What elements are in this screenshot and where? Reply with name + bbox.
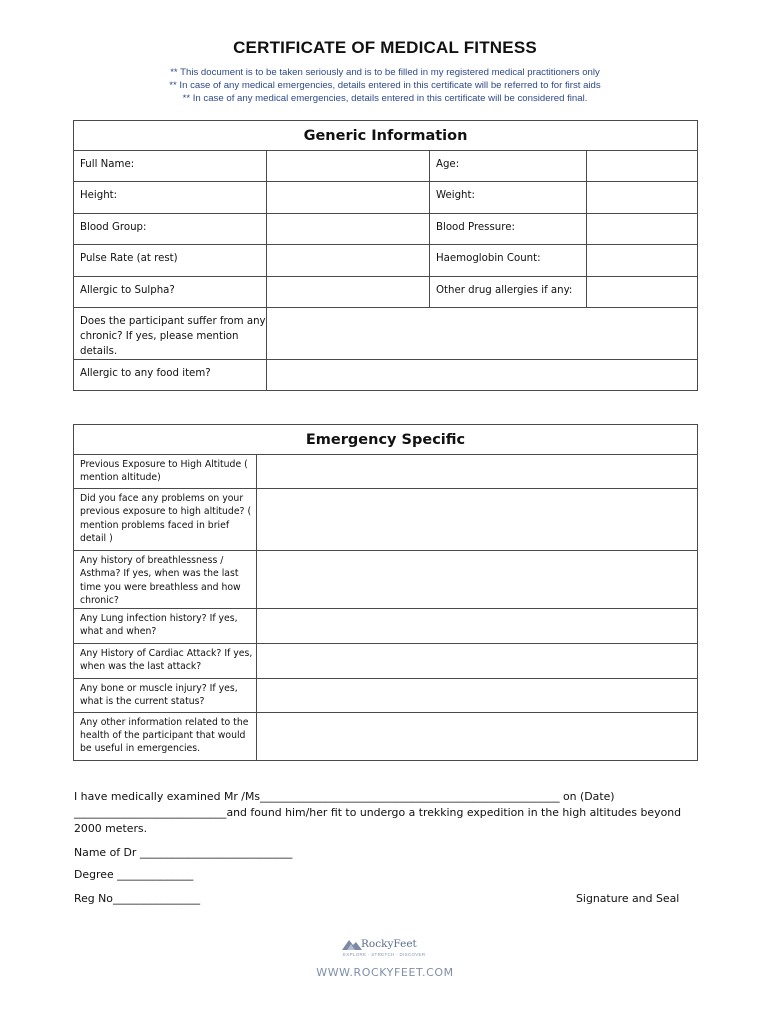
document-title: CERTIFICATE OF MEDICAL FITNESS — [233, 38, 537, 57]
reg-no-line: Reg No________________ — [74, 892, 201, 905]
declaration-line-3: 2000 meters. — [74, 822, 148, 835]
lung-infection-label: Any Lung infection history? If yes, what and when? — [74, 608, 257, 643]
other-drug-allergies-label: Other drug allergies if any: — [430, 277, 587, 308]
note-line-1: ** This document is to be taken seriously and is to be filled in my registered medical practitioners only — [170, 67, 600, 78]
generic-information-table — [73, 120, 698, 391]
logo-tagline: EXPLORE · STRETCH · DISCOVER — [343, 952, 426, 957]
height-field[interactable] — [267, 182, 430, 214]
website-link[interactable]: WWW.ROCKYFEET.COM — [316, 966, 454, 979]
other-information-field[interactable] — [257, 712, 698, 760]
age-field[interactable] — [587, 151, 698, 182]
declaration-line-2: ____________________________and found him/her fit to undergo a trekking expedition in the high altitudes beyond — [74, 806, 682, 819]
altitude-problems-label: Did you face any problems on your previous exposure to high altitude? ( mention problems faced in brief detail ) — [74, 489, 257, 551]
emergency-specific-heading: Emergency Specific — [74, 425, 698, 455]
weight-label: Weight: — [430, 182, 587, 214]
chronic-condition-label: Does the participant suffer from any chronic? If yes, please mention details. — [74, 308, 267, 360]
declaration-line-1: I have medically examined Mr /Ms_______________________________________________________ on (Date) — [74, 790, 615, 803]
allergic-sulpha-label: Allergic to Sulpha? — [74, 277, 267, 308]
bone-muscle-injury-label: Any bone or muscle injury? If yes, what is the current status? — [74, 678, 257, 712]
other-drug-allergies-field[interactable] — [587, 277, 698, 308]
allergic-sulpha-field[interactable] — [267, 277, 430, 308]
age-label: Age: — [430, 151, 587, 182]
blood-pressure-label: Blood Pressure: — [430, 214, 587, 245]
emergency-specific-table — [73, 424, 698, 761]
blood-group-field[interactable] — [267, 214, 430, 245]
cardiac-attack-label: Any History of Cardiac Attack? If yes, when was the last attack? — [74, 643, 257, 678]
mountain-logo-icon — [342, 937, 362, 951]
pulse-rate-field[interactable] — [267, 245, 430, 277]
degree-line: Degree ______________ — [74, 868, 194, 881]
breathlessness-history-field[interactable] — [257, 551, 698, 609]
high-altitude-exposure-label: Previous Exposure to High Altitude ( mention altitude) — [74, 455, 257, 489]
other-information-label: Any other information related to the health of the participant that would be useful in emergencies. — [74, 712, 257, 760]
note-line-2: ** In case of any medical emergencies, details entered in this certificate will be referred to for first aids — [169, 80, 601, 91]
bone-muscle-injury-field[interactable] — [257, 678, 698, 712]
doctor-name-line: Name of Dr ____________________________ — [74, 846, 293, 859]
lung-infection-field[interactable] — [257, 608, 698, 643]
full-name-label: Full Name: — [74, 151, 267, 182]
food-allergy-field[interactable] — [267, 360, 698, 391]
full-name-field[interactable] — [267, 151, 430, 182]
generic-information-heading: Generic Information — [74, 121, 698, 151]
chronic-condition-field[interactable] — [267, 308, 698, 360]
blood-pressure-field[interactable] — [587, 214, 698, 245]
signature-and-seal-label: Signature and Seal — [576, 892, 680, 905]
food-allergy-label: Allergic to any food item? — [74, 360, 267, 391]
weight-field[interactable] — [587, 182, 698, 214]
haemoglobin-field[interactable] — [587, 245, 698, 277]
haemoglobin-label: Haemoglobin Count: — [430, 245, 587, 277]
cardiac-attack-field[interactable] — [257, 643, 698, 678]
altitude-problems-field[interactable] — [257, 489, 698, 551]
high-altitude-exposure-field[interactable] — [257, 455, 698, 489]
logo-wordmark: RockyFeet — [361, 938, 417, 950]
pulse-rate-label: Pulse Rate (at rest) — [74, 245, 267, 277]
breathlessness-history-label: Any history of breathlessness / Asthma? If yes, when was the last time you were breathless and how chronic? — [74, 551, 257, 609]
height-label: Height: — [74, 182, 267, 214]
note-line-3: ** In case of any medical emergencies, details entered in this certificate will be considered final. — [182, 93, 588, 104]
rockyfeet-logo — [340, 936, 440, 962]
blood-group-label: Blood Group: — [74, 214, 267, 245]
